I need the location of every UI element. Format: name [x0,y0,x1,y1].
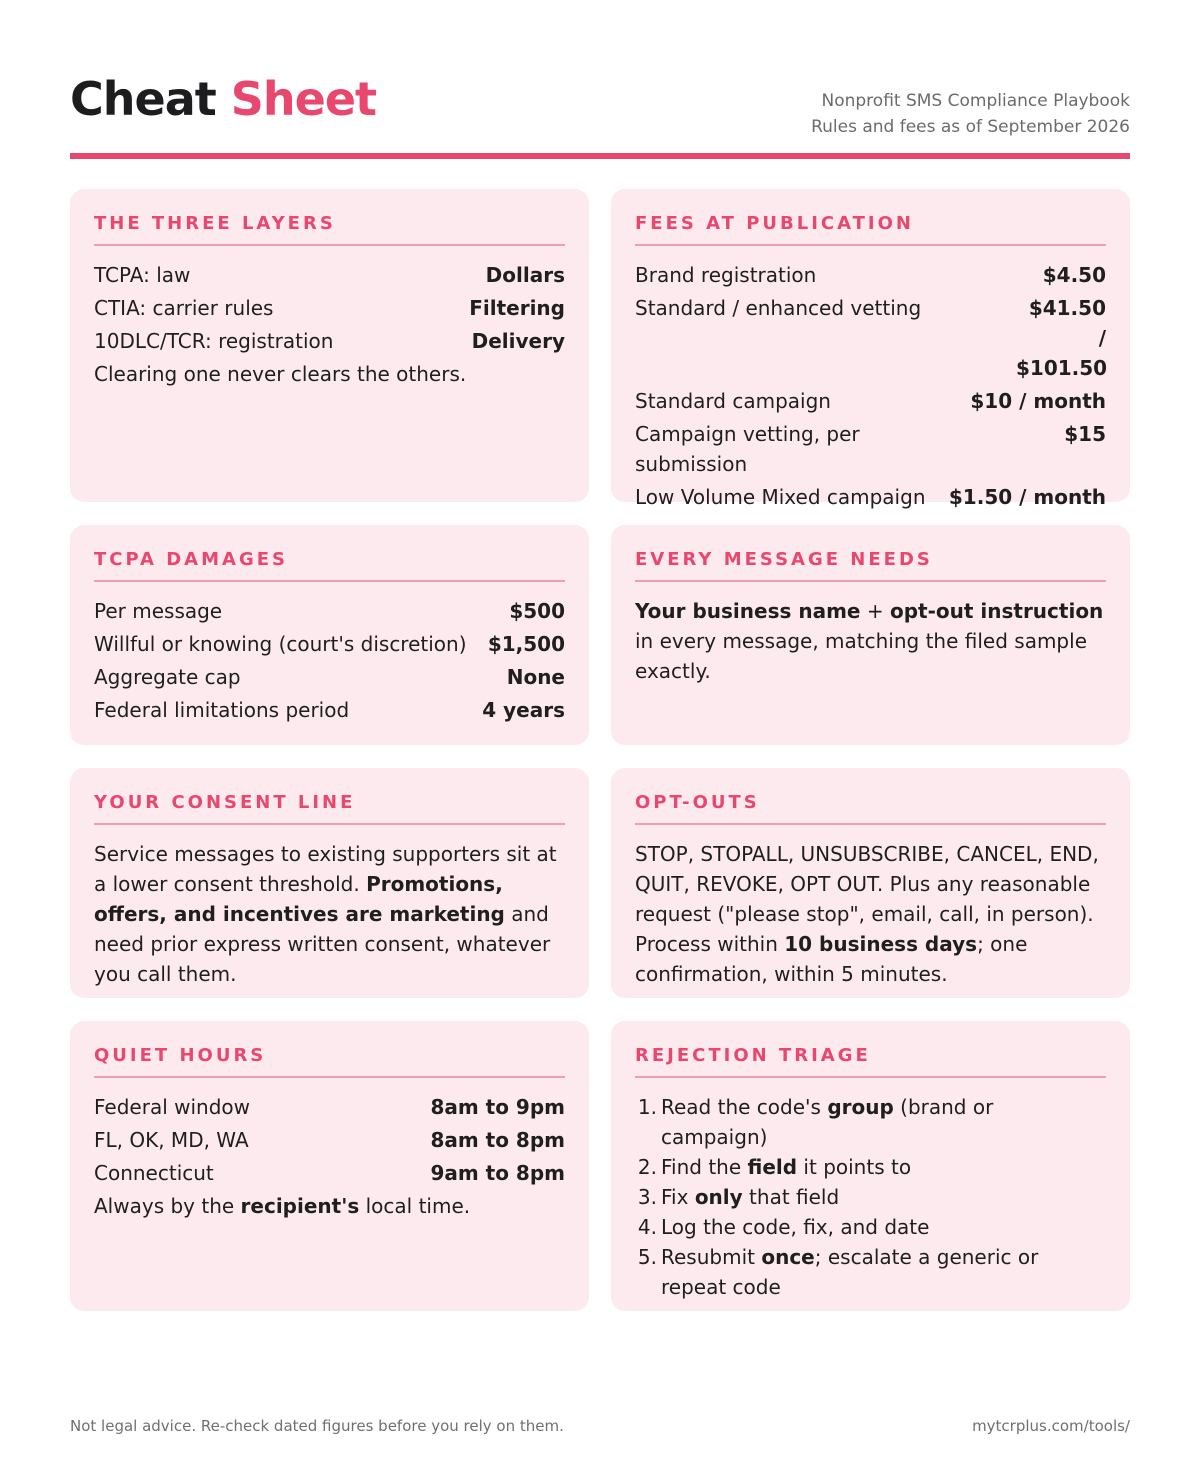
footer-disclaimer: Not legal advice. Re-check dated figures before you rely on them. [70,1417,564,1435]
consent-text-1: Service messages to existing supporters sit at a lower consent threshold. [94,842,557,896]
card-every-message-needs [611,525,1130,745]
card-title: QUIET HOURS [94,1045,565,1078]
card-title: EVERY MESSAGE NEEDS [635,549,1106,582]
step-number: 2. [637,1155,657,1179]
layer-row [94,326,565,356]
fee-row [635,482,1106,512]
triage-step [635,1212,1106,1242]
fee-row [635,260,1106,290]
optouts-text-1: STOP, STOPALL, UNSUBSCRIBE, CANCEL, END, QUIT, REVOKE, OPT OUT. Plus any reasonable request ("please stop", email, call, in person). Process within [635,842,1099,956]
step-text [661,1092,1106,1152]
row-label: Standard campaign [635,389,831,413]
optouts-text-2: ; one confirmation, within 5 minutes. [635,932,1028,986]
card-title: TCPA DAMAGES [94,549,565,582]
step-text [661,1242,1106,1302]
row-value: 8am to 8pm [430,1128,565,1152]
layer-row [94,293,565,323]
footer-url-link[interactable]: mytcrplus.com/tools/ [972,1417,1130,1435]
card-quiet-hours [70,1021,589,1311]
card-title: OPT-OUTS [635,792,1106,825]
row-value: $500 [509,599,565,623]
step-pre: Log the code, fix, and date [661,1215,930,1239]
consent-text [94,839,565,989]
row-label: Willful or knowing (court's discretion) [94,632,467,656]
row-label: Per message [94,599,223,623]
row-value: $10 / month [970,389,1106,413]
row-label: Connecticut [94,1161,214,1185]
row-value: Delivery [471,329,565,353]
step-post: (brand or campaign) [661,1095,994,1149]
optouts-bold: 10 business days [784,932,978,956]
fee-row [635,386,1106,416]
step-post: that field [742,1185,840,1209]
card-opt-outs [611,768,1130,998]
card-title: YOUR CONSENT LINE [94,792,565,825]
needs-bold-1: Your business name [635,599,861,623]
row-value: $4.50 [1042,263,1106,287]
step-post: ; escalate a generic or repeat code [661,1245,1039,1299]
row-value: None [506,665,565,689]
row-value: $1.50 / month [948,485,1106,509]
page-header [70,70,1130,160]
step-bold: only [694,1185,743,1209]
quiet-row [94,1158,565,1188]
step-text [661,1182,1106,1212]
step-pre: Find the [661,1155,748,1179]
row-value: Dollars [485,263,565,287]
row-label: Low Volume Mixed campaign [635,485,926,509]
step-bold: once [761,1245,815,1269]
step-text [661,1152,1106,1182]
card-rejection-triage [611,1021,1130,1311]
quiet-note-pre: Always by the [94,1194,241,1218]
page-subtitle [811,88,1130,140]
step-number: 5. [637,1245,657,1269]
card-title: REJECTION TRIAGE [635,1045,1106,1078]
optouts-text [635,839,1106,989]
needs-text [635,596,1106,686]
triage-step [635,1152,1106,1182]
consent-text-2: and need prior express written consent, whatever you call them. [94,902,551,986]
step-post: it points to [797,1155,912,1179]
damage-row [94,629,565,659]
step-pre: Read the code's [661,1095,828,1119]
card-fees [611,189,1130,509]
subtitle-line-1: Nonprofit SMS Compliance Playbook [821,91,1130,111]
row-value: $1,500 [487,632,565,656]
row-label: Campaign vetting, per submission [635,422,860,476]
row-label: 10DLC/TCR: registration [94,329,334,353]
needs-bold-2: opt-out instruction [889,599,1104,623]
card-consent-line [70,768,589,998]
triage-step [635,1092,1106,1152]
card-title: FEES AT PUBLICATION [635,213,1106,246]
triage-steps [635,1092,1106,1302]
layer-row [94,260,565,290]
triage-step [635,1242,1106,1302]
step-number: 3. [637,1185,657,1209]
fee-row [635,419,1106,479]
row-label: Federal limitations period [94,698,350,722]
row-label: Standard / enhanced vetting [635,296,922,320]
quiet-row [94,1125,565,1155]
consent-bold: Promotions, offers, and incentives are marketing [94,872,505,926]
row-value: Filtering [469,296,565,320]
header-divider [70,153,1130,159]
row-label: TCPA: law [94,263,191,287]
row-label: Brand registration [635,263,817,287]
step-number: 1. [637,1095,657,1119]
card-three-layers [70,189,589,502]
quiet-note-post: local time. [359,1194,471,1218]
row-label: CTIA: carrier rules [94,296,274,320]
step-bold: field [747,1155,798,1179]
row-value: $41.50 / $101.50 [1016,296,1108,380]
step-text [661,1212,1106,1242]
row-label: FL, OK, MD, WA [94,1128,249,1152]
row-label: Federal window [94,1095,250,1119]
damage-row [94,596,565,626]
step-bold: group [827,1095,894,1119]
step-number: 4. [637,1215,657,1239]
title-main: Cheat [70,72,216,126]
fee-row [635,293,1106,383]
card-tcpa-damages [70,525,589,745]
title-accent: Sheet [230,72,377,126]
triage-step [635,1182,1106,1212]
step-pre: Resubmit [661,1245,762,1269]
row-value: $15 [1064,422,1106,446]
page-title [70,72,376,126]
quiet-row [94,1092,565,1122]
layers-note: Clearing one never clears the others. [94,362,467,386]
subtitle-line-2: Rules and fees as of September 2026 [811,117,1130,137]
row-value: 9am to 8pm [430,1161,565,1185]
row-value: 8am to 9pm [430,1095,565,1119]
needs-plus: + [860,599,890,623]
quiet-note-bold: recipient's [240,1194,360,1218]
damage-row [94,662,565,692]
card-title: THE THREE LAYERS [94,213,565,246]
damage-row [94,695,565,725]
row-value: 4 years [482,698,565,722]
needs-rest: in every message, matching the filed sample exactly. [635,629,1087,683]
row-label: Aggregate cap [94,665,241,689]
quiet-note [94,1191,565,1221]
step-pre: Fix [661,1185,695,1209]
